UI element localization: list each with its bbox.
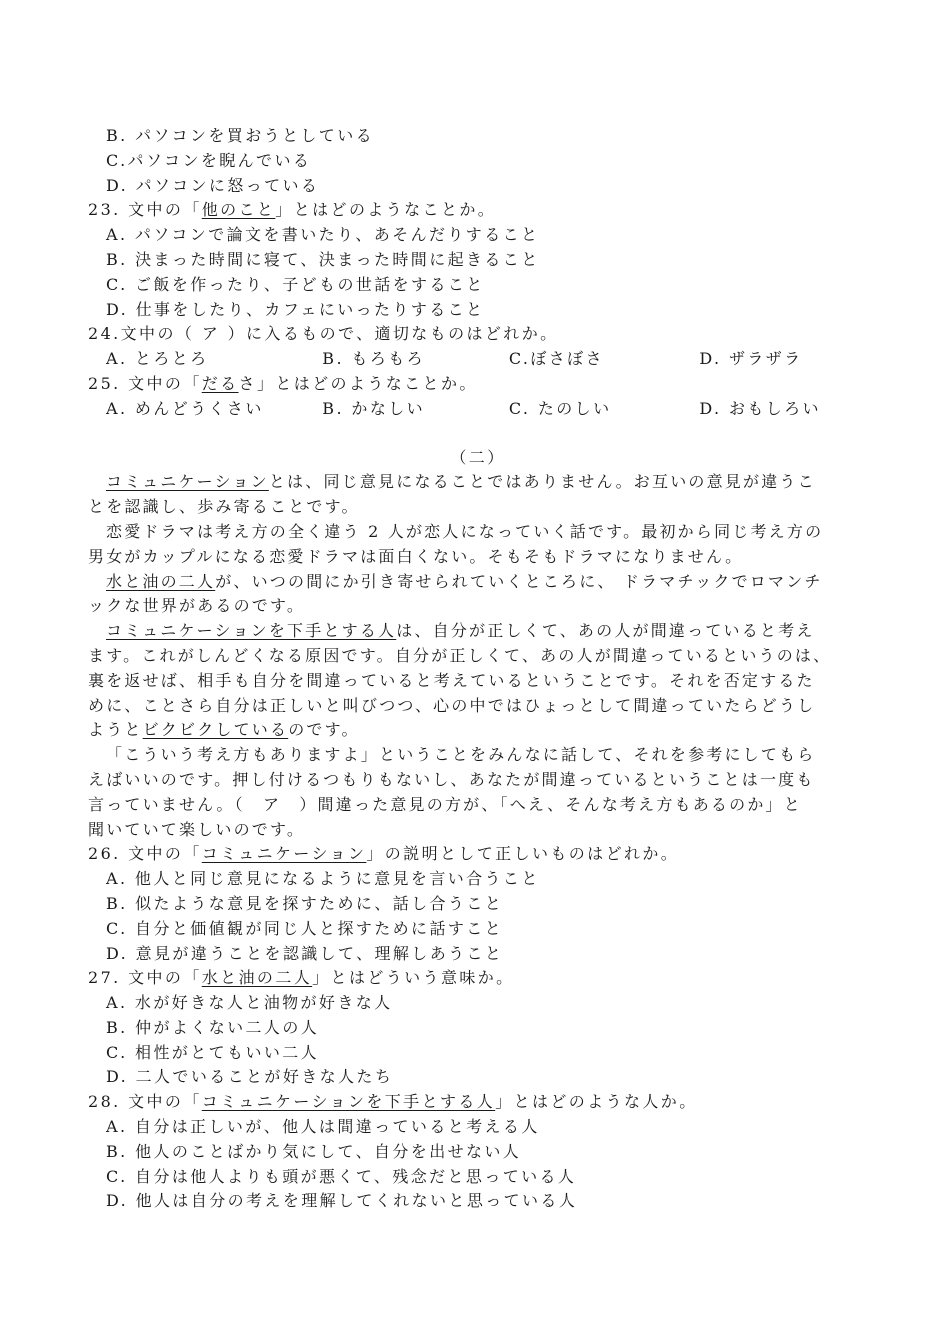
q28-underlined-target: コミュニケーションを下手とする人 [201, 1092, 496, 1112]
passage-line-10: めに、ことさら自分は正しいと叫びつつ、心の中ではひょっとして間違っていたらどうし [88, 695, 816, 715]
passage-line-7: コミュニケーションを下手とする人は、自分が正しくて、あの人が間違っていると考え [106, 621, 815, 641]
q22-option-d: D. パソコンに怒っている [106, 175, 320, 195]
q27-option-c: C. 相性がとてもいい二人 [106, 1042, 320, 1062]
q25-option-d: D. おもしろい [699, 398, 821, 418]
passage-term-bad-communicator: コミュニケーションを下手とする人 [106, 621, 397, 641]
passage-line-12: 「こういう考え方もありますよ」ということをみんなに話して、それを参考にしてもら [106, 745, 816, 765]
passage-line-6: ックな世界があるのです。 [88, 596, 306, 616]
q25-stem: 25. 文中の「だるさ」とはどのようなことか。 [88, 373, 478, 393]
section-title: （二） [450, 447, 506, 467]
q28-option-c: C. 自分は他人よりも頭が悪くて、残念だと思っている人 [106, 1166, 577, 1186]
q27-underlined-target: 水と油の二人 [201, 968, 313, 988]
q24-option-b: B. もろもろ [322, 349, 426, 369]
q25-option-b: B. かなしい [322, 398, 426, 418]
passage-line-2: とを認識し、歩み寄ることです。 [88, 497, 360, 517]
q28-stem: 28. 文中の「コミュニケーションを下手とする人」とはどのような人か。 [88, 1092, 698, 1112]
passage-line-8: ます。これがしんどくなる原因です。自分が正しくて、あの人が間違っているというのは、 [88, 645, 832, 665]
q24-option-a: A. とろとろ [106, 349, 209, 369]
q26-option-d: D. 意見が違うことを認識して、理解しあうこと [106, 943, 504, 963]
q24-options-row [88, 347, 868, 372]
q25-option-a: A. めんどうくさい [106, 398, 264, 418]
q24-option-d: D. ザラザラ [699, 349, 803, 369]
q28-option-b: B. 他人のことばかり気にして、自分を出せない人 [106, 1141, 522, 1161]
passage-line-1: コミュニケーションとは、同じ意見になることではありません。お互いの意見が違うこ [106, 472, 816, 492]
q23-underlined-target: 他のこと [201, 200, 276, 220]
q23-option-b: B. 決まった時間に寝て、決まった時間に起きること [106, 249, 540, 269]
q27-option-a: A. 水が好きな人と油物が好きな人 [106, 993, 393, 1013]
q26-underlined-target: コミュニケーション [201, 844, 367, 864]
q28-option-a: A. 自分は正しいが、他人は間違っていると考える人 [106, 1117, 540, 1137]
q22-option-b: B. パソコンを買おうとしている [106, 126, 375, 145]
q24-option-c: C.ぼさぼさ [508, 349, 604, 369]
q23-option-a: A. パソコンで論文を書いたり、あそんだりすること [106, 225, 540, 245]
passage-line-11: ようとビクビクしているのです。 [88, 720, 360, 740]
q27-option-d: D. 二人でいることが好きな人たち [106, 1067, 394, 1087]
passage-line-3: 恋愛ドラマは考え方の全く違う 2 人が恋人になっていく話です。最初から同じ考え方の [106, 521, 824, 541]
q27-stem: 27. 文中の「水と油の二人」とはどういう意味か。 [88, 968, 515, 988]
passage-line-5: 水と油の二人が、いつの間にか引き寄せられていくところに、 ドラマチックでロマンチ [106, 571, 823, 591]
q25-option-c: C. たのしい [508, 398, 612, 418]
q26-stem: 26. 文中の「コミュニケーション」の説明として正しいものはどれか。 [88, 844, 680, 864]
q28-option-d: D. 他人は自分の考えを理解してくれないと思っている人 [106, 1191, 578, 1211]
passage-line-13: えばいいのです。押し付けるつもりもないし、あなたが間違っているということは一度も [88, 769, 815, 789]
q26-option-c: C. 自分と価値観が同じ人と探すために話すこと [106, 918, 504, 938]
passage-term-bikubiku: ビクビクしている [142, 720, 289, 740]
passage-line-4: 男女がカップルになる恋愛ドラマは面白くない。そもそもドラマになりません。 [88, 546, 744, 566]
passage-line-15: 聞いていて楽しいのです。 [88, 819, 306, 839]
q23-option-c: C. ご飯を作ったり、子どもの世話をすること [106, 274, 485, 294]
q26-option-b: B. 似たような意見を探すために、話し合うこと [106, 893, 504, 913]
passage-line-9: 裏を返せば、相手も自分を間違っていると考えているということです。それを否定するた [88, 670, 815, 690]
q24-stem: 24.文中の（ ア ）に入るもので、適切なものはどれか。 [88, 324, 559, 344]
passage-term-water-oil: 水と油の二人 [106, 571, 216, 591]
passage-term-communication: コミュニケーション [106, 472, 269, 492]
q26-option-a: A. 他人と同じ意見になるように意見を言い合うこと [106, 869, 540, 889]
q23-stem: 23. 文中の「他のこと」とはどのようなことか。 [88, 200, 497, 220]
q22-option-c: C.パソコンを睨んでいる [106, 150, 312, 170]
q27-option-b: B. 仲がよくない二人の人 [106, 1017, 320, 1037]
q23-option-d: D. 仕事をしたり、カフェにいったりすること [106, 299, 485, 319]
q25-underlined-target: だる [201, 373, 239, 393]
q25-options-row [88, 397, 868, 422]
passage-line-14: 言っていません。（ ア ）間違った意見の方が、「へえ、そんな考え方もあるのか」と [88, 794, 802, 814]
exam-page [88, 124, 868, 1214]
